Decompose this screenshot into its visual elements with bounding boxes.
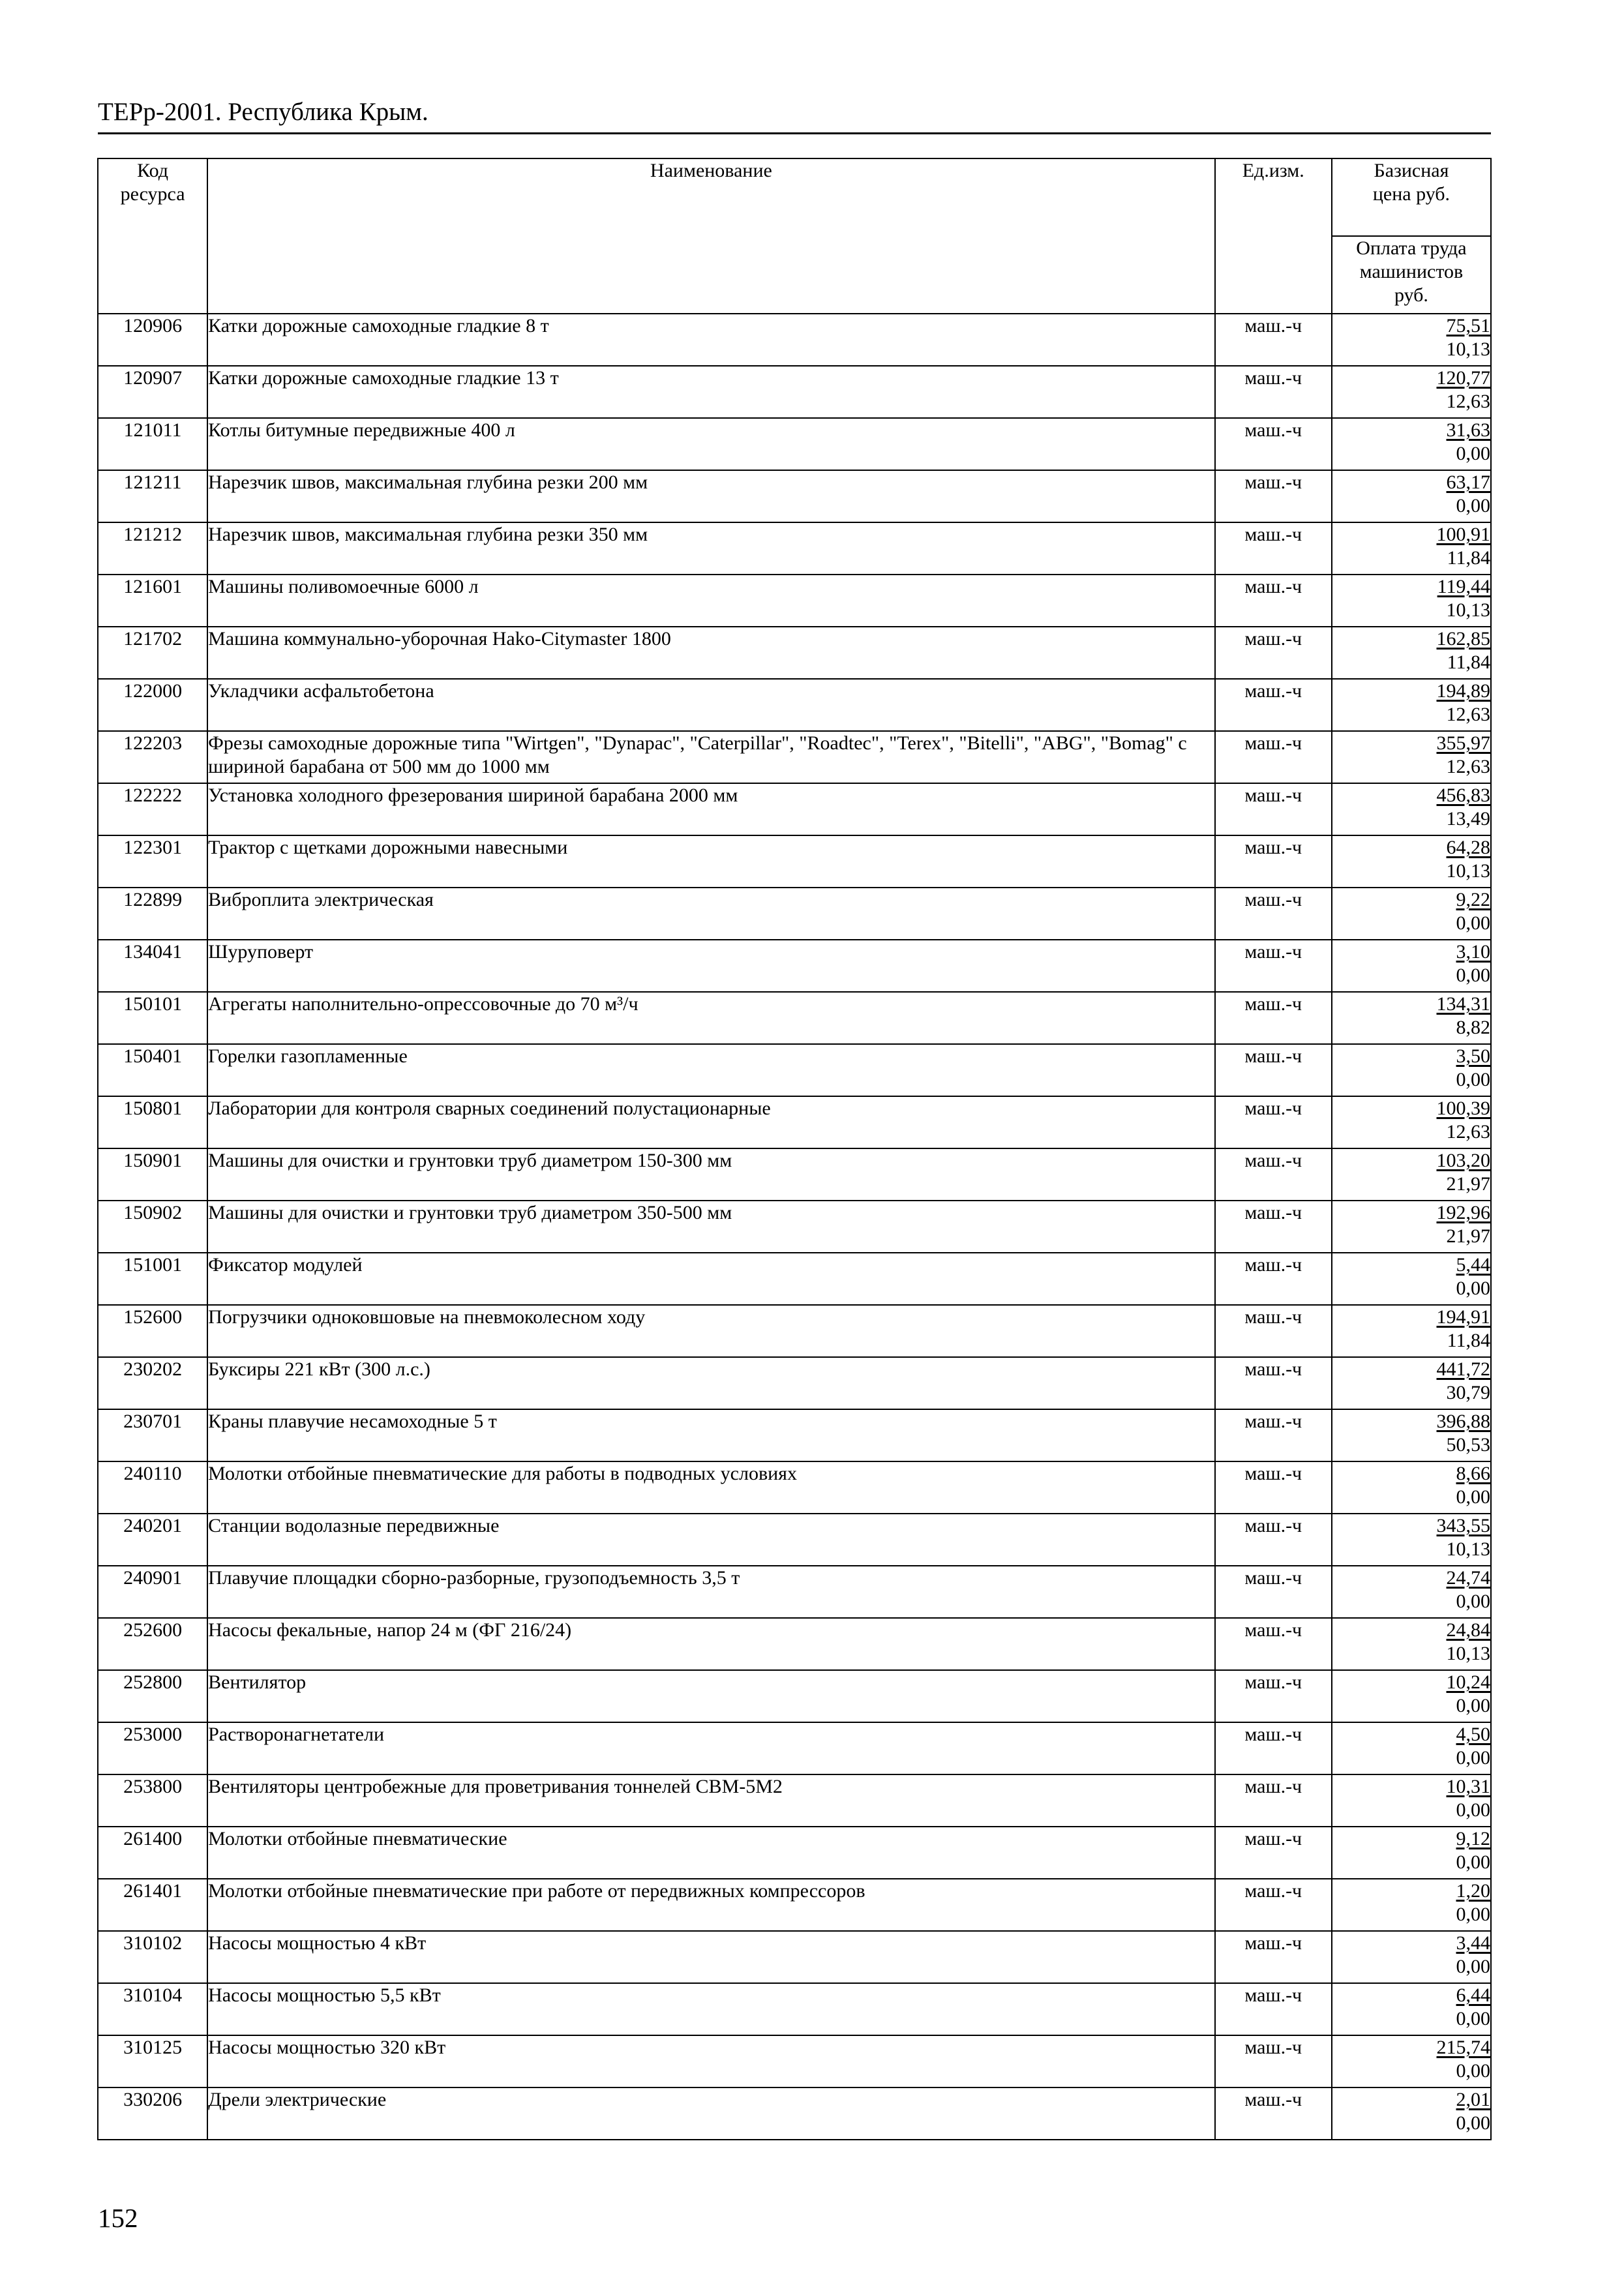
resource-unit: маш.-ч bbox=[1215, 1148, 1332, 1201]
operator-wage: 0,00 bbox=[1456, 912, 1490, 934]
base-price: 3,50 bbox=[1456, 1045, 1490, 1067]
base-price: 63,17 bbox=[1446, 471, 1490, 493]
table-body bbox=[98, 314, 1491, 2140]
resource-unit: маш.-ч bbox=[1215, 1514, 1332, 1566]
resource-name: Катки дорожные самоходные гладкие 8 т bbox=[207, 314, 1215, 366]
resource-code: 330206 bbox=[98, 2087, 207, 2140]
resource-unit: маш.-ч bbox=[1215, 1461, 1332, 1514]
table-row bbox=[98, 627, 1491, 679]
resource-code: 150902 bbox=[98, 1201, 207, 1253]
table-row bbox=[98, 1201, 1491, 1253]
price-cell bbox=[1332, 1044, 1491, 1096]
table-row bbox=[98, 1618, 1491, 1670]
resource-name: Молотки отбойные пневматические при работе от передвижных компрессоров bbox=[207, 1879, 1215, 1931]
resource-table bbox=[97, 158, 1492, 2140]
resource-code: 230701 bbox=[98, 1409, 207, 1461]
base-price: 100,39 bbox=[1436, 1098, 1490, 1119]
resource-name: Фрезы самоходные дорожные типа "Wirtgen", "Dynapac", "Caterpillar", "Roadtec", "Terex", "Bitelli", "ABG", "Bomag" с шириной барабана от 500 мм до 1000 мм bbox=[207, 731, 1215, 783]
base-price: 119,44 bbox=[1437, 576, 1490, 597]
resource-code: 150401 bbox=[98, 1044, 207, 1096]
resource-name: Молотки отбойные пневматические для работы в подводных условиях bbox=[207, 1461, 1215, 1514]
operator-wage: 12,63 bbox=[1446, 391, 1490, 412]
price-cell bbox=[1332, 1618, 1491, 1670]
table-row bbox=[98, 1827, 1491, 1879]
table-row bbox=[98, 679, 1491, 731]
resource-name: Трактор с щетками дорожными навесными bbox=[207, 835, 1215, 888]
resource-code: 240901 bbox=[98, 1566, 207, 1618]
resource-unit: маш.-ч bbox=[1215, 1983, 1332, 2035]
column-header-wage: Оплата труда машинистов руб. bbox=[1332, 236, 1491, 314]
table-row bbox=[98, 314, 1491, 366]
price-cell bbox=[1332, 418, 1491, 470]
base-price: 8,66 bbox=[1456, 1463, 1490, 1484]
operator-wage: 0,00 bbox=[1456, 1851, 1490, 1873]
resource-name: Виброплита электрическая bbox=[207, 888, 1215, 940]
operator-wage: 10,13 bbox=[1446, 860, 1490, 882]
resource-unit: маш.-ч bbox=[1215, 679, 1332, 731]
resource-code: 121702 bbox=[98, 627, 207, 679]
resource-code: 150801 bbox=[98, 1096, 207, 1148]
resource-unit: маш.-ч bbox=[1215, 835, 1332, 888]
table-row bbox=[98, 731, 1491, 783]
table-row bbox=[98, 1044, 1491, 1096]
page-number: 152 bbox=[98, 2203, 138, 2233]
base-price: 215,74 bbox=[1436, 2037, 1490, 2058]
resource-code: 230202 bbox=[98, 1357, 207, 1409]
base-price: 2,01 bbox=[1456, 2089, 1490, 2110]
resource-name: Насосы фекальные, напор 24 м (ФГ 216/24) bbox=[207, 1618, 1215, 1670]
operator-wage: 10,13 bbox=[1446, 1643, 1490, 1664]
resource-unit: маш.-ч bbox=[1215, 1722, 1332, 1774]
base-price: 9,22 bbox=[1456, 889, 1490, 910]
resource-code: 121211 bbox=[98, 470, 207, 522]
resource-unit: маш.-ч bbox=[1215, 1618, 1332, 1670]
resource-code: 152600 bbox=[98, 1305, 207, 1357]
column-header-name: Наименование bbox=[207, 158, 1215, 314]
resource-unit: маш.-ч bbox=[1215, 627, 1332, 679]
table-row bbox=[98, 888, 1491, 940]
resource-unit: маш.-ч bbox=[1215, 1044, 1332, 1096]
resource-name: Насосы мощностью 4 кВт bbox=[207, 1931, 1215, 1983]
price-cell bbox=[1332, 2035, 1491, 2087]
table-row bbox=[98, 1514, 1491, 1566]
table-row bbox=[98, 992, 1491, 1044]
resource-unit: маш.-ч bbox=[1215, 575, 1332, 627]
price-cell bbox=[1332, 366, 1491, 418]
base-price: 10,31 bbox=[1446, 1776, 1490, 1797]
base-price: 194,91 bbox=[1436, 1306, 1490, 1328]
resource-unit: маш.-ч bbox=[1215, 1931, 1332, 1983]
base-price: 75,51 bbox=[1446, 315, 1490, 337]
operator-wage: 0,00 bbox=[1456, 965, 1490, 986]
resource-code: 120907 bbox=[98, 366, 207, 418]
resource-name: Дрели электрические bbox=[207, 2087, 1215, 2140]
operator-wage: 0,00 bbox=[1456, 2112, 1490, 2134]
resource-code: 122000 bbox=[98, 679, 207, 731]
operator-wage: 10,13 bbox=[1446, 1538, 1490, 1560]
table-row bbox=[98, 1774, 1491, 1827]
resource-code: 261400 bbox=[98, 1827, 207, 1879]
price-cell bbox=[1332, 1514, 1491, 1566]
page-title: ТЕРр-2001. Республика Крым. bbox=[98, 98, 429, 126]
operator-wage: 12,63 bbox=[1446, 756, 1490, 777]
base-price: 3,44 bbox=[1456, 1932, 1490, 1954]
operator-wage: 10,13 bbox=[1446, 338, 1490, 360]
resource-name: Лаборатории для контроля сварных соединений полустационарные bbox=[207, 1096, 1215, 1148]
resource-code: 122899 bbox=[98, 888, 207, 940]
base-price: 24,74 bbox=[1446, 1567, 1490, 1589]
table-row bbox=[98, 1983, 1491, 2035]
table-row bbox=[98, 2087, 1491, 2140]
resource-code: 261401 bbox=[98, 1879, 207, 1931]
operator-wage: 11,84 bbox=[1447, 547, 1490, 569]
operator-wage: 0,00 bbox=[1456, 1904, 1490, 1925]
resource-name: Машины поливомоечные 6000 л bbox=[207, 575, 1215, 627]
operator-wage: 0,00 bbox=[1456, 1591, 1490, 1612]
resource-name: Вентиляторы центробежные для проветривания тоннелей СВМ-5М2 bbox=[207, 1774, 1215, 1827]
resource-unit: маш.-ч bbox=[1215, 1879, 1332, 1931]
resource-unit: маш.-ч bbox=[1215, 1566, 1332, 1618]
resource-unit: маш.-ч bbox=[1215, 1357, 1332, 1409]
resource-unit: маш.-ч bbox=[1215, 783, 1332, 835]
resource-unit: маш.-ч bbox=[1215, 1201, 1332, 1253]
operator-wage: 11,84 bbox=[1447, 1330, 1490, 1351]
resource-code: 253000 bbox=[98, 1722, 207, 1774]
resource-code: 252800 bbox=[98, 1670, 207, 1722]
base-price: 5,44 bbox=[1456, 1254, 1490, 1276]
price-cell bbox=[1332, 1253, 1491, 1305]
resource-name: Нарезчик швов, максимальная глубина резки 200 мм bbox=[207, 470, 1215, 522]
table-header bbox=[98, 158, 1491, 314]
base-price: 194,89 bbox=[1436, 680, 1490, 702]
resource-code: 150101 bbox=[98, 992, 207, 1044]
base-price: 192,96 bbox=[1436, 1202, 1490, 1223]
resource-unit: маш.-ч bbox=[1215, 470, 1332, 522]
price-cell bbox=[1332, 1670, 1491, 1722]
resource-code: 150901 bbox=[98, 1148, 207, 1201]
table-row bbox=[98, 2035, 1491, 2087]
resource-unit: маш.-ч bbox=[1215, 1670, 1332, 1722]
price-cell bbox=[1332, 575, 1491, 627]
resource-unit: маш.-ч bbox=[1215, 314, 1332, 366]
table-row bbox=[98, 835, 1491, 888]
column-header-base-price: Базисная цена руб. bbox=[1332, 158, 1491, 236]
resource-code: 240110 bbox=[98, 1461, 207, 1514]
price-cell bbox=[1332, 627, 1491, 679]
operator-wage: 21,97 bbox=[1446, 1225, 1490, 1247]
resource-name: Растворонагнетатели bbox=[207, 1722, 1215, 1774]
base-price: 24,84 bbox=[1446, 1619, 1490, 1641]
price-cell bbox=[1332, 1409, 1491, 1461]
base-price: 64,28 bbox=[1446, 837, 1490, 858]
base-price: 456,83 bbox=[1436, 785, 1490, 806]
resource-unit: маш.-ч bbox=[1215, 366, 1332, 418]
resource-unit: маш.-ч bbox=[1215, 992, 1332, 1044]
resource-code: 310102 bbox=[98, 1931, 207, 1983]
resource-name: Машины для очистки и грунтовки труб диаметром 150-300 мм bbox=[207, 1148, 1215, 1201]
base-price: 134,31 bbox=[1436, 993, 1490, 1015]
resource-unit: маш.-ч bbox=[1215, 1253, 1332, 1305]
operator-wage: 50,53 bbox=[1446, 1434, 1490, 1456]
price-cell bbox=[1332, 1148, 1491, 1201]
table-row bbox=[98, 783, 1491, 835]
operator-wage: 0,00 bbox=[1456, 1695, 1490, 1716]
table-row bbox=[98, 1566, 1491, 1618]
base-price: 103,20 bbox=[1436, 1150, 1490, 1171]
operator-wage: 0,00 bbox=[1456, 495, 1490, 516]
resource-unit: маш.-ч bbox=[1215, 418, 1332, 470]
operator-wage: 13,49 bbox=[1446, 808, 1490, 830]
operator-wage: 0,00 bbox=[1456, 1069, 1490, 1090]
table-row bbox=[98, 575, 1491, 627]
price-cell bbox=[1332, 783, 1491, 835]
price-cell bbox=[1332, 1096, 1491, 1148]
table-row bbox=[98, 1305, 1491, 1357]
base-price: 9,12 bbox=[1456, 1828, 1490, 1849]
operator-wage: 0,00 bbox=[1456, 1799, 1490, 1821]
resource-code: 151001 bbox=[98, 1253, 207, 1305]
resource-name: Котлы битумные передвижные 400 л bbox=[207, 418, 1215, 470]
table-row bbox=[98, 522, 1491, 575]
resource-name: Плавучие площадки сборно-разборные, грузоподъемность 3,5 т bbox=[207, 1566, 1215, 1618]
resource-unit: маш.-ч bbox=[1215, 2087, 1332, 2140]
resource-code: 253800 bbox=[98, 1774, 207, 1827]
operator-wage: 0,00 bbox=[1456, 443, 1490, 464]
resource-name: Насосы мощностью 5,5 кВт bbox=[207, 1983, 1215, 2035]
resource-name: Насосы мощностью 320 кВт bbox=[207, 2035, 1215, 2087]
resource-name: Краны плавучие несамоходные 5 т bbox=[207, 1409, 1215, 1461]
resource-name: Машина коммунально-уборочная Hako-Citymaster 1800 bbox=[207, 627, 1215, 679]
base-price: 3,10 bbox=[1456, 941, 1490, 963]
table-row bbox=[98, 940, 1491, 992]
base-price: 10,24 bbox=[1446, 1671, 1490, 1693]
resource-code: 121601 bbox=[98, 575, 207, 627]
resource-name: Вентилятор bbox=[207, 1670, 1215, 1722]
resource-unit: маш.-ч bbox=[1215, 940, 1332, 992]
operator-wage: 10,13 bbox=[1446, 599, 1490, 621]
resource-name: Машины для очистки и грунтовки труб диаметром 350-500 мм bbox=[207, 1201, 1215, 1253]
table-row bbox=[98, 1879, 1491, 1931]
base-price: 1,20 bbox=[1456, 1880, 1490, 1902]
price-cell bbox=[1332, 2087, 1491, 2140]
table-row bbox=[98, 1931, 1491, 1983]
column-header-unit: Ед.изм. bbox=[1215, 158, 1332, 314]
price-cell bbox=[1332, 1983, 1491, 2035]
resource-code: 122203 bbox=[98, 731, 207, 783]
resource-unit: маш.-ч bbox=[1215, 731, 1332, 783]
operator-wage: 12,63 bbox=[1446, 1121, 1490, 1143]
price-cell bbox=[1332, 522, 1491, 575]
resource-name: Фиксатор модулей bbox=[207, 1253, 1215, 1305]
resource-name: Буксиры 221 кВт (300 л.с.) bbox=[207, 1357, 1215, 1409]
price-cell bbox=[1332, 731, 1491, 783]
resource-name: Установка холодного фрезерования шириной барабана 2000 мм bbox=[207, 783, 1215, 835]
operator-wage: 0,00 bbox=[1456, 2060, 1490, 2082]
price-cell bbox=[1332, 888, 1491, 940]
table-row bbox=[98, 1253, 1491, 1305]
table-row bbox=[98, 1722, 1491, 1774]
resource-unit: маш.-ч bbox=[1215, 1305, 1332, 1357]
price-cell bbox=[1332, 1305, 1491, 1357]
resource-unit: маш.-ч bbox=[1215, 2035, 1332, 2087]
operator-wage: 0,00 bbox=[1456, 1747, 1490, 1769]
operator-wage: 30,79 bbox=[1446, 1382, 1490, 1403]
resource-name: Молотки отбойные пневматические bbox=[207, 1827, 1215, 1879]
operator-wage: 12,63 bbox=[1446, 704, 1490, 725]
resource-name: Погрузчики одноковшовые на пневмоколесном ходу bbox=[207, 1305, 1215, 1357]
base-price: 100,91 bbox=[1436, 524, 1490, 545]
table-row bbox=[98, 418, 1491, 470]
price-cell bbox=[1332, 1879, 1491, 1931]
resource-unit: маш.-ч bbox=[1215, 1409, 1332, 1461]
header-divider bbox=[98, 132, 1491, 134]
resource-name: Нарезчик швов, максимальная глубина резки 350 мм bbox=[207, 522, 1215, 575]
resource-code: 252600 bbox=[98, 1618, 207, 1670]
operator-wage: 0,00 bbox=[1456, 1278, 1490, 1299]
base-price: 343,55 bbox=[1436, 1515, 1490, 1536]
price-cell bbox=[1332, 1827, 1491, 1879]
operator-wage: 0,00 bbox=[1456, 2008, 1490, 2029]
resource-code: 134041 bbox=[98, 940, 207, 992]
resource-name: Станции водолазные передвижные bbox=[207, 1514, 1215, 1566]
operator-wage: 21,97 bbox=[1446, 1173, 1490, 1195]
operator-wage: 11,84 bbox=[1447, 651, 1490, 673]
table-row bbox=[98, 366, 1491, 418]
resource-code: 121212 bbox=[98, 522, 207, 575]
table-row bbox=[98, 1357, 1491, 1409]
resource-name: Агрегаты наполнительно-опрессовочные до 70 м³/ч bbox=[207, 992, 1215, 1044]
table-row bbox=[98, 1461, 1491, 1514]
resource-unit: маш.-ч bbox=[1215, 1827, 1332, 1879]
base-price: 6,44 bbox=[1456, 1984, 1490, 2006]
table-row bbox=[98, 1409, 1491, 1461]
base-price: 162,85 bbox=[1436, 628, 1490, 650]
operator-wage: 8,82 bbox=[1456, 1017, 1490, 1038]
resource-code: 310104 bbox=[98, 1983, 207, 2035]
price-cell bbox=[1332, 992, 1491, 1044]
resource-unit: маш.-ч bbox=[1215, 1774, 1332, 1827]
price-cell bbox=[1332, 470, 1491, 522]
price-cell bbox=[1332, 1566, 1491, 1618]
table-row bbox=[98, 470, 1491, 522]
resource-name: Шуруповерт bbox=[207, 940, 1215, 992]
table-row bbox=[98, 1096, 1491, 1148]
base-price: 441,72 bbox=[1436, 1358, 1490, 1380]
price-cell bbox=[1332, 1357, 1491, 1409]
price-cell bbox=[1332, 1201, 1491, 1253]
price-cell bbox=[1332, 679, 1491, 731]
price-cell bbox=[1332, 314, 1491, 366]
base-price: 355,97 bbox=[1436, 732, 1490, 754]
table-row bbox=[98, 1670, 1491, 1722]
base-price: 396,88 bbox=[1436, 1411, 1490, 1432]
price-cell bbox=[1332, 1774, 1491, 1827]
price-cell bbox=[1332, 1722, 1491, 1774]
resource-name: Горелки газопламенные bbox=[207, 1044, 1215, 1096]
resource-code: 122222 bbox=[98, 783, 207, 835]
resource-code: 122301 bbox=[98, 835, 207, 888]
price-cell bbox=[1332, 835, 1491, 888]
resource-unit: маш.-ч bbox=[1215, 888, 1332, 940]
resource-unit: маш.-ч bbox=[1215, 522, 1332, 575]
table-row bbox=[98, 1148, 1491, 1201]
operator-wage: 0,00 bbox=[1456, 1956, 1490, 1977]
price-cell bbox=[1332, 1931, 1491, 1983]
column-header-code: Код ресурса bbox=[98, 158, 207, 314]
resource-code: 121011 bbox=[98, 418, 207, 470]
resource-code: 120906 bbox=[98, 314, 207, 366]
resource-code: 310125 bbox=[98, 2035, 207, 2087]
operator-wage: 0,00 bbox=[1456, 1486, 1490, 1508]
resource-code: 240201 bbox=[98, 1514, 207, 1566]
resource-unit: маш.-ч bbox=[1215, 1096, 1332, 1148]
base-price: 4,50 bbox=[1456, 1724, 1490, 1745]
resource-name: Катки дорожные самоходные гладкие 13 т bbox=[207, 366, 1215, 418]
price-cell bbox=[1332, 940, 1491, 992]
price-cell bbox=[1332, 1461, 1491, 1514]
base-price: 120,77 bbox=[1436, 367, 1490, 389]
base-price: 31,63 bbox=[1446, 419, 1490, 441]
resource-name: Укладчики асфальтобетона bbox=[207, 679, 1215, 731]
